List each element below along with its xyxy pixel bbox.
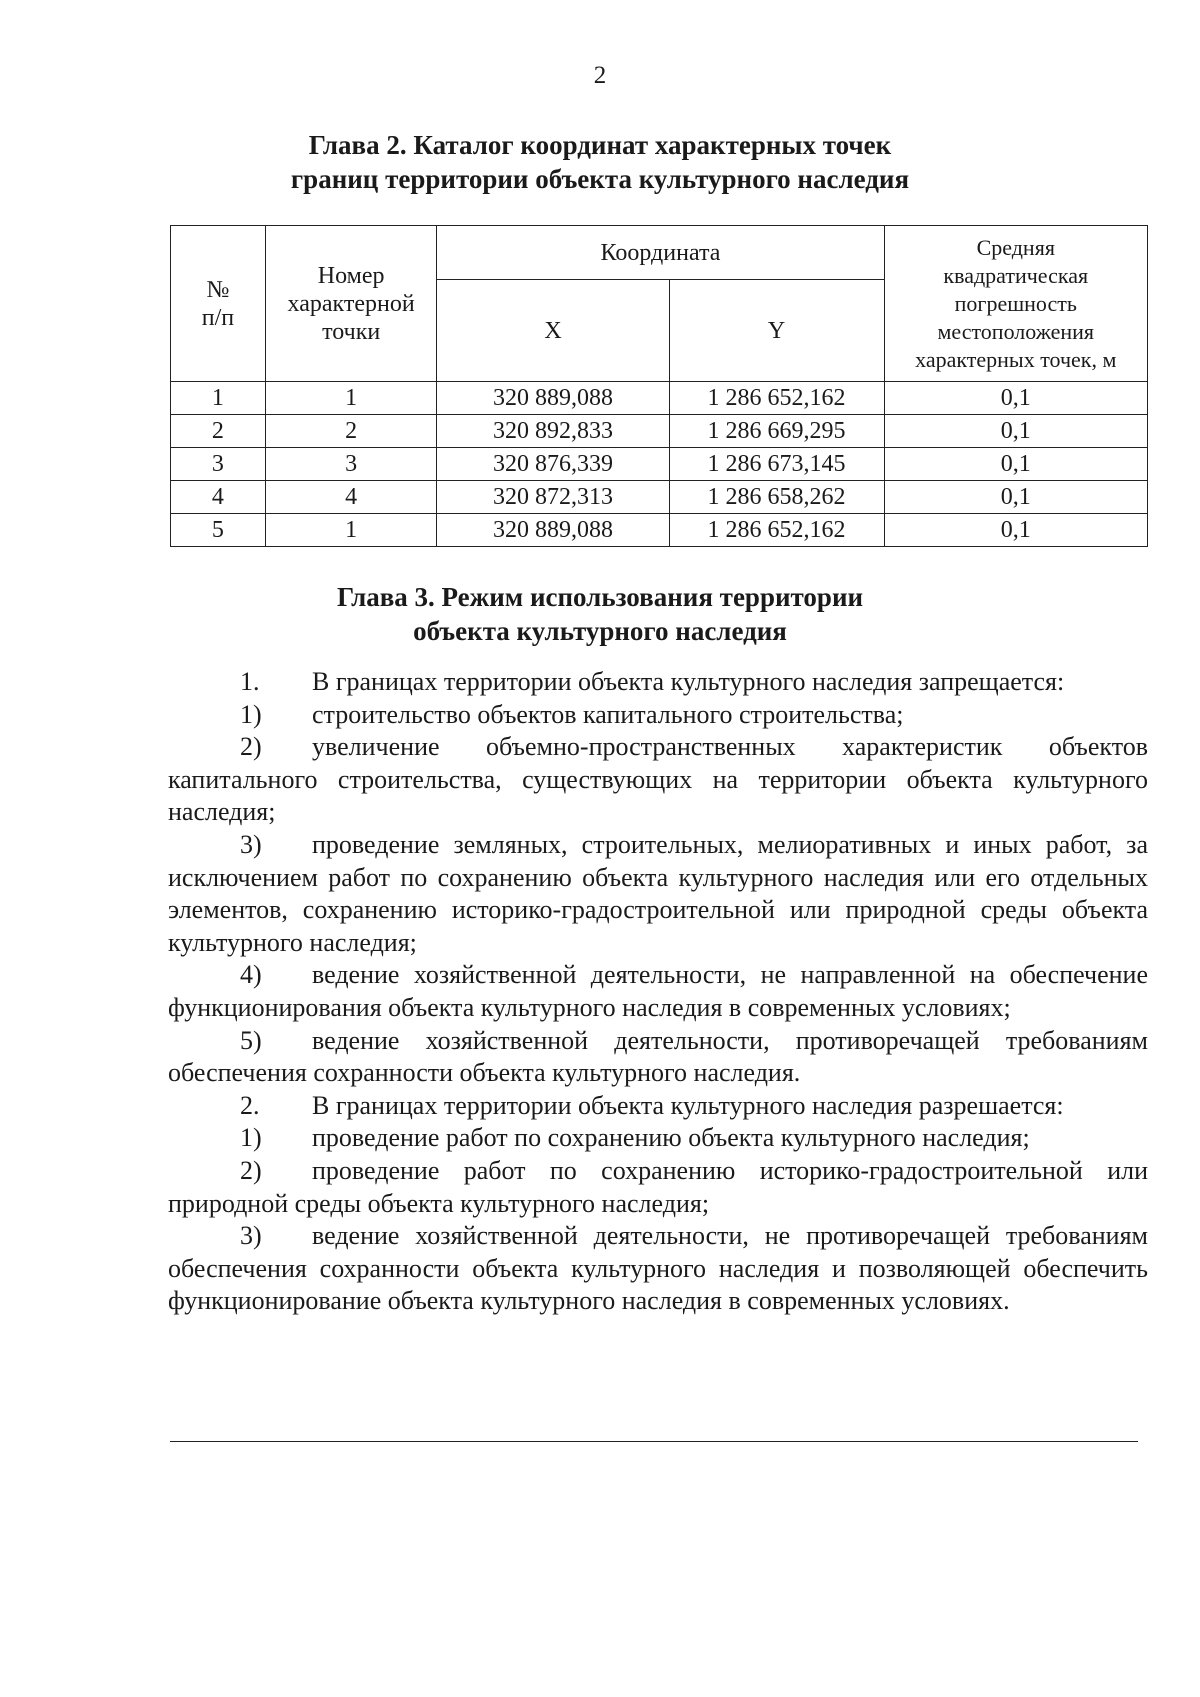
error-cell: 0,1 xyxy=(884,514,1147,547)
chapter-2-heading xyxy=(0,128,1200,196)
row-number-cell: 1 xyxy=(171,382,266,415)
y-cell: 1 286 652,162 xyxy=(669,514,884,547)
list-item-number: 5) xyxy=(240,1025,262,1055)
list-item-text: В границах территории объекта культурного наследия запрещается: xyxy=(312,667,1065,696)
list-item-number: 3) xyxy=(240,829,262,859)
table-row xyxy=(171,514,1148,547)
row-number-cell: 5 xyxy=(171,514,266,547)
list-item-number: 1) xyxy=(240,1123,262,1153)
header-point-number-line-2: характерной xyxy=(287,290,415,317)
header-error-line-2: квадратическая xyxy=(943,262,1089,288)
error-cell: 0,1 xyxy=(884,448,1147,481)
list-item xyxy=(168,1220,1148,1318)
coordinates-table xyxy=(170,225,1148,547)
coordinates-table-body xyxy=(171,382,1148,547)
table-row xyxy=(171,415,1148,448)
chapter-3-heading xyxy=(0,580,1200,648)
list-item-number: 1. xyxy=(240,667,260,696)
footer-rule xyxy=(170,1441,1138,1442)
list-item-text: проведение земляных, строительных, мелиоративных и иных работ, за исключением работ по сохранению объекта культурного наследия или его отдельных элементов, сохранению историко-градостроительной или природной среды объекта культурного наследия; xyxy=(168,829,1148,957)
chapter-3-heading-line-2: объекта культурного наследия xyxy=(413,616,787,646)
list-item-number: 2) xyxy=(240,732,262,762)
header-error-line-4: местоположения xyxy=(937,318,1095,344)
header-mean-square-error xyxy=(884,226,1147,382)
chapter-3-heading-line-1: Глава 3. Режим использования территории xyxy=(336,582,864,612)
page-number: 2 xyxy=(593,62,607,89)
list-item xyxy=(168,959,1148,1024)
list-item-number: 2) xyxy=(240,1155,262,1185)
list-item xyxy=(168,829,1148,959)
list-item-text: ведение хозяйственной деятельности, не направленной на обеспечение функционирования объекта культурного наследия в современных условиях; xyxy=(168,960,1148,1022)
table-row xyxy=(171,481,1148,514)
error-cell: 0,1 xyxy=(884,481,1147,514)
x-cell: 320 876,339 xyxy=(437,448,669,481)
header-error-line-1: Средняя xyxy=(976,234,1055,260)
list-item-number: 2. xyxy=(240,1090,260,1120)
list-item xyxy=(168,1122,1148,1155)
header-coordinate: Координата xyxy=(437,226,884,280)
y-cell: 1 286 658,262 xyxy=(669,481,884,514)
header-row-number xyxy=(171,226,266,382)
chapter-2-heading-line-2: границ территории объекта культурного наследия xyxy=(290,164,910,194)
row-number-cell: 4 xyxy=(171,481,266,514)
chapter-2-heading-line-1: Глава 2. Каталог координат характерных точек xyxy=(308,130,892,160)
point-number-cell: 3 xyxy=(265,448,437,481)
header-error-line-3: погрешность xyxy=(954,290,1077,316)
header-error-line-5: характерных точек, м xyxy=(915,346,1117,372)
header-x: X xyxy=(437,280,669,382)
header-row-number-line-1: № xyxy=(206,276,230,303)
list-item-text: проведение работ по сохранению историко-градостроительной или природной среды объекта культурного наследия; xyxy=(168,1155,1148,1218)
x-cell: 320 889,088 xyxy=(437,514,669,547)
x-cell: 320 892,833 xyxy=(437,415,669,448)
list-item-text: ведение хозяйственной деятельности, не противоречащей требованиям обеспечения сохранности объекта культурного наследия и позволяющей обеспечить функционирование объекта культурного наследия в современных условиях. xyxy=(168,1221,1148,1316)
list-item-number: 4) xyxy=(240,960,262,990)
y-cell: 1 286 652,162 xyxy=(669,382,884,415)
y-cell: 1 286 673,145 xyxy=(669,448,884,481)
point-number-cell: 4 xyxy=(265,481,437,514)
list-item-text: проведение работ по сохранению объекта культурного наследия; xyxy=(312,1123,1030,1153)
list-item xyxy=(168,699,1148,732)
row-number-cell: 3 xyxy=(171,448,266,481)
list-item xyxy=(168,1025,1148,1090)
list-item-text: строительство объектов капитального строительства; xyxy=(312,699,904,729)
list-item-text: увеличение объемно-пространственных характеристик объектов капитального строительства, существующих на территории объекта культурного наследия; xyxy=(168,732,1148,827)
table-row xyxy=(171,448,1148,481)
y-cell: 1 286 669,295 xyxy=(669,415,884,448)
x-cell: 320 872,313 xyxy=(437,481,669,514)
list-item xyxy=(168,1090,1148,1123)
x-cell: 320 889,088 xyxy=(437,382,669,415)
error-cell: 0,1 xyxy=(884,382,1147,415)
regime-text xyxy=(168,666,1148,1318)
list-item-number: 3) xyxy=(240,1221,262,1251)
header-y: Y xyxy=(669,280,884,382)
list-item xyxy=(168,666,1148,699)
header-point-number xyxy=(265,226,437,382)
point-number-cell: 1 xyxy=(265,514,437,547)
point-number-cell: 1 xyxy=(265,382,437,415)
list-item-text: В границах территории объекта культурного наследия разрешается: xyxy=(312,1090,1064,1120)
list-item xyxy=(168,731,1148,829)
row-number-cell: 2 xyxy=(171,415,266,448)
error-cell: 0,1 xyxy=(884,415,1147,448)
list-item xyxy=(168,1155,1148,1220)
point-number-cell: 2 xyxy=(265,415,437,448)
header-row-number-line-2: п/п xyxy=(201,304,235,331)
header-point-number-line-3: точки xyxy=(322,318,381,345)
table-row xyxy=(171,382,1148,415)
list-item-text: ведение хозяйственной деятельности, противоречащей требованиям обеспечения сохранности объекта культурного наследия. xyxy=(168,1025,1148,1088)
list-item-number: 1) xyxy=(240,699,262,729)
header-point-number-line-1: Номер xyxy=(317,262,385,289)
